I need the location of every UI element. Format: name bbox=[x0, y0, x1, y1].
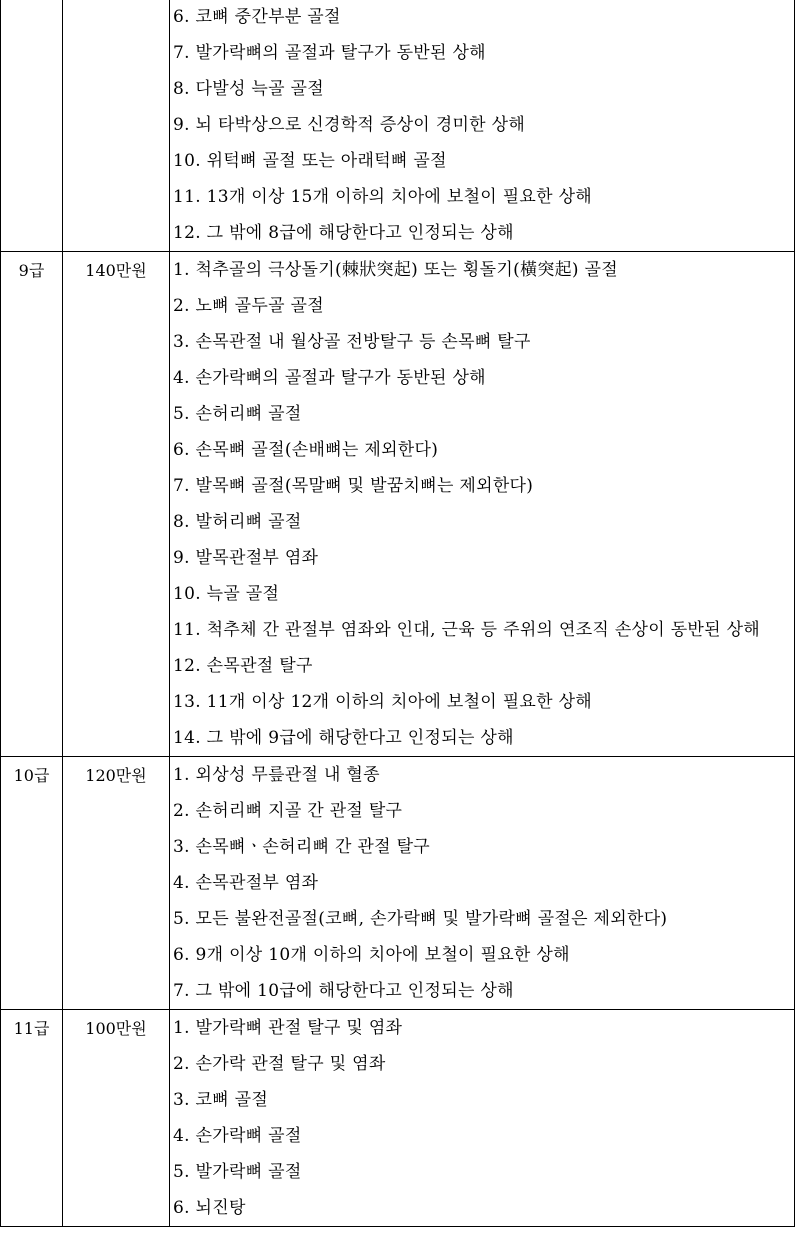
table-row bbox=[1, 0, 795, 252]
injury-item: 3. 손목관절 내 월상골 전방탈구 등 손목뼈 탈구 bbox=[173, 332, 531, 352]
injury-items-cell bbox=[170, 757, 795, 1010]
injury-items-cell bbox=[170, 1010, 795, 1227]
table-row bbox=[1, 1010, 795, 1227]
injury-item: 9. 발목관절부 염좌 bbox=[173, 548, 319, 568]
injury-item: 10. 늑골 골절 bbox=[173, 584, 280, 604]
injury-item: 1. 척추골의 극상돌기(棘狀突起) 또는 횡돌기(橫突起) 골절 bbox=[173, 260, 618, 280]
injury-item: 3. 손목뼈ㆍ손허리뼈 간 관절 탈구 bbox=[173, 837, 431, 857]
injury-item: 10. 위턱뼈 골절 또는 아래턱뼈 골절 bbox=[173, 151, 447, 171]
grade-cell: 10급 bbox=[1, 757, 63, 1010]
grade-cell: 9급 bbox=[1, 252, 63, 757]
table-body bbox=[1, 0, 795, 1227]
injury-item: 4. 손가락뼈의 골절과 탈구가 동반된 상해 bbox=[173, 368, 486, 388]
injury-item: 5. 발가락뼈 골절 bbox=[173, 1162, 302, 1182]
injury-item: 13. 11개 이상 12개 이하의 치아에 보철이 필요한 상해 bbox=[173, 692, 593, 712]
injury-item: 12. 손목관절 탈구 bbox=[173, 656, 313, 676]
injury-item: 5. 모든 불완전골절(코뼈, 손가락뼈 및 발가락뼈 골절은 제외한다) bbox=[173, 909, 668, 929]
injury-item: 6. 코뼈 중간부분 골절 bbox=[173, 7, 341, 27]
injury-item: 14. 그 밖에 9급에 해당한다고 인정되는 상해 bbox=[173, 728, 514, 748]
injury-item: 7. 발목뼈 골절(목말뼈 및 발꿈치뼈는 제외한다) bbox=[173, 476, 534, 496]
amount-cell: 120만원 bbox=[63, 757, 170, 1010]
injury-item: 3. 코뼈 골절 bbox=[173, 1090, 269, 1110]
injury-item: 8. 다발성 늑골 골절 bbox=[173, 79, 324, 99]
injury-item: 2. 손허리뼈 지골 간 관절 탈구 bbox=[173, 801, 403, 821]
injury-item: 6. 9개 이상 10개 이하의 치아에 보철이 필요한 상해 bbox=[173, 945, 570, 965]
amount-cell: 100만원 bbox=[63, 1010, 170, 1227]
table-row bbox=[1, 252, 795, 757]
injury-item: 2. 손가락 관절 탈구 및 염좌 bbox=[173, 1054, 386, 1074]
injury-item: 6. 손목뼈 골절(손배뼈는 제외한다) bbox=[173, 440, 439, 460]
amount-cell: 140만원 bbox=[63, 252, 170, 757]
table-row bbox=[1, 757, 795, 1010]
injury-item: 12. 그 밖에 8급에 해당한다고 인정되는 상해 bbox=[173, 223, 514, 243]
injury-items-cell bbox=[170, 252, 795, 757]
injury-item: 11. 척추체 간 관절부 염좌와 인대, 근육 등 주위의 연조직 손상이 동반된 상해 bbox=[173, 620, 761, 640]
injury-item: 11. 13개 이상 15개 이하의 치아에 보철이 필요한 상해 bbox=[173, 187, 593, 207]
injury-item: 1. 외상성 무릎관절 내 혈종 bbox=[173, 765, 380, 785]
grade-cell bbox=[1, 0, 63, 252]
injury-item: 9. 뇌 타박상으로 신경학적 증상이 경미한 상해 bbox=[173, 115, 526, 135]
amount-cell bbox=[63, 0, 170, 252]
injury-item: 5. 손허리뼈 골절 bbox=[173, 404, 302, 424]
injury-item: 8. 발허리뼈 골절 bbox=[173, 512, 302, 532]
injury-item: 6. 뇌진탕 bbox=[173, 1198, 246, 1218]
injury-item: 2. 노뼈 골두골 골절 bbox=[173, 296, 324, 316]
injury-item: 7. 그 밖에 10급에 해당한다고 인정되는 상해 bbox=[173, 981, 514, 1001]
injury-items-cell bbox=[170, 0, 795, 252]
injury-item: 4. 손가락뼈 골절 bbox=[173, 1126, 302, 1146]
injury-item: 4. 손목관절부 염좌 bbox=[173, 873, 319, 893]
injury-item: 1. 발가락뼈 관절 탈구 및 염좌 bbox=[173, 1018, 403, 1038]
injury-item: 7. 발가락뼈의 골절과 탈구가 동반된 상해 bbox=[173, 43, 486, 63]
grade-cell: 11급 bbox=[1, 1010, 63, 1227]
